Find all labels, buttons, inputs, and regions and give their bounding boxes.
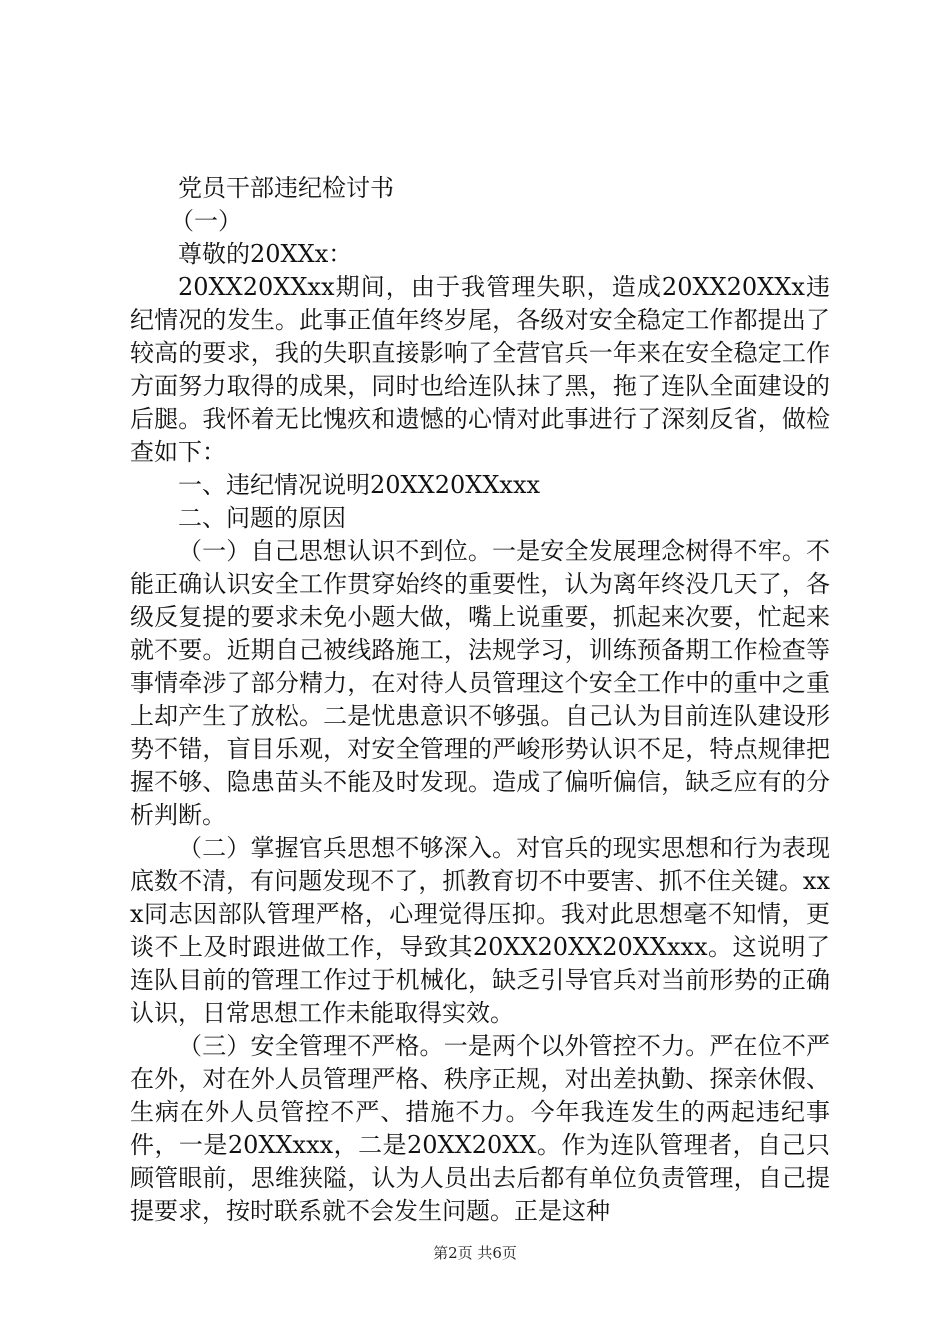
reason-one-paragraph: （一）自己思想认识不到位。一是安全发展理念树得不牢。不能正确认识安全工作贯穿始终的重要性，认为离年终没几天了，各级反复提的要求未免小题大做，嘴上说重要，抓起来次要，忙起来就不要。近期自己被线路施工，法规学习，训练预备期工作检查等事情牵涉了部分精力，在对待人员管理这个安全工作中的重中之重上却产生了放松。二是忧患意识不够强。自己认为目前连队建设形势不错，盲目乐观，对安全管理的严峻形势认识不足，特点规律把握不够、隐患苗头不能及时发现。造成了偏听偏信，缺乏应有的分析判断。	[130, 537, 830, 829]
salutation: 尊敬的20XXx：	[178, 240, 353, 268]
document-body	[130, 172, 830, 1228]
reason-two-paragraph: （二）掌握官兵思想不够深入。对官兵的现实思想和行为表现底数不清，有问题发现不了，抓教育切不中要害、抓不住关键。xxx同志因部队管理严格，心理觉得压抑。我对此思想毫不知情，更谈不上及时跟进做工作，导致其20XX20XX20XXxxx。这说明了连队目前的管理工作过于机械化，缺乏引导官兵对当前形势的正确认识，日常思想工作未能取得实效。	[130, 834, 830, 1027]
page-footer: 第2页 共6页	[433, 1244, 517, 1262]
heading-violation-description: 一、违纪情况说明20XX20XXxxx	[178, 471, 541, 499]
intro-paragraph: 20XX20XXxx期间，由于我管理失职，造成20XX20XXx违纪情况的发生。此事正值年终岁尾，各级对安全稳定工作都提出了较高的要求，我的失职直接影响了全营官兵一年来在安全稳定工作方面努力取得的成果，同时也给连队抹了黑，拖了连队全面建设的后腿。我怀着无比愧疚和遗憾的心情对此事进行了深刻反省，做检查如下：	[130, 273, 830, 466]
document-title: 党员干部违纪检讨书	[178, 174, 394, 202]
heading-problem-causes: 二、问题的原因	[178, 504, 346, 532]
reason-three-paragraph: （三）安全管理不严格。一是两个以外管控不力。严在位不严在外，对在外人员管理严格、秩序正规，对出差执勤、探亲休假、生病在外人员管控不严、措施不力。今年我连发生的两起违纪事件，一是20XXxxx，二是20XX20XX。作为连队管理者，自己只顾管眼前，思维狭隘，认为人员出去后都有单位负责管理，自己提提要求，按时联系就不会发生问题。正是这种	[130, 1032, 830, 1225]
section-number: （一）	[170, 207, 242, 235]
